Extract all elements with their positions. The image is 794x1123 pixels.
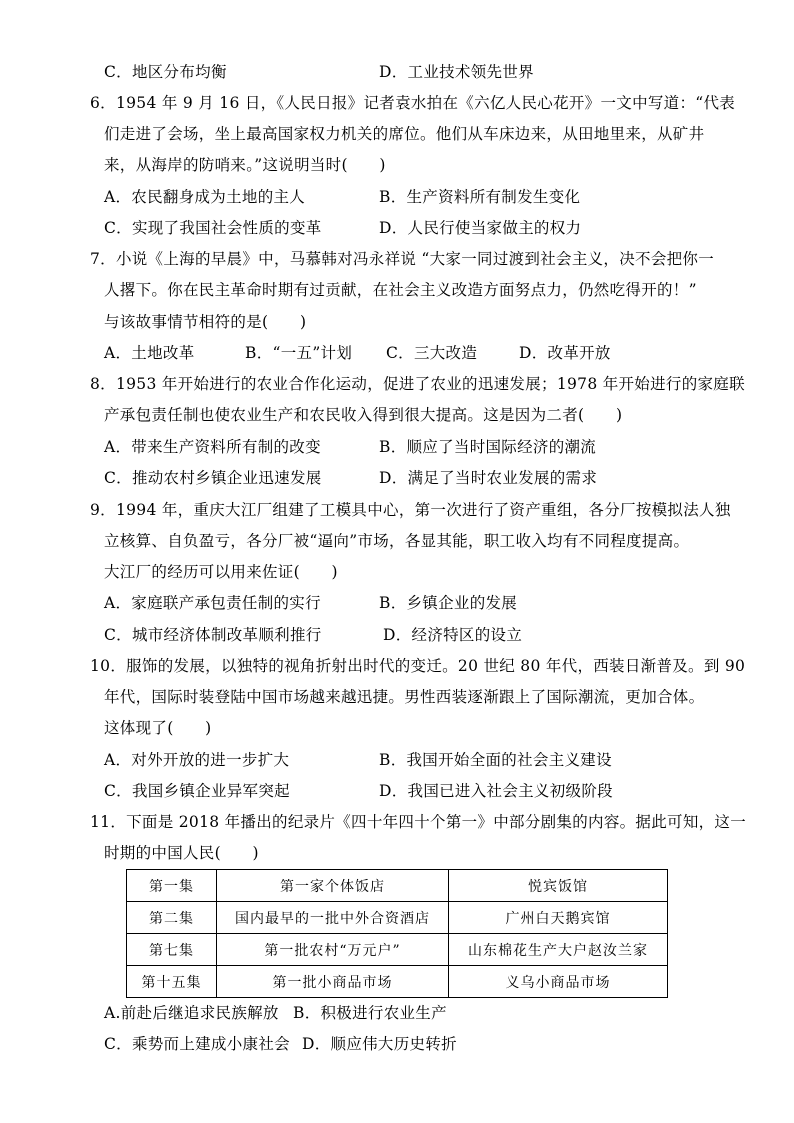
q5-option-d: D．工业技术领先世界 [379,63,534,81]
table-cell: 第二集 [127,902,217,934]
q6-option-b: B．生产资料所有制发生变化 [379,188,581,206]
q10-stem-line3: 这体现了( ) [104,719,212,737]
q9-option-d: D．经济特区的设立 [383,626,523,644]
q10-option-d: D．我国已进入社会主义初级阶段 [379,782,613,800]
q10-option-b: B．我国开始全面的社会主义建设 [379,751,612,769]
q7-option-a: A．土地改革 [104,344,195,362]
table-row [127,934,668,966]
q6-stem-line3: 来，从海岸的防哨来。”这说明当时( ) [104,156,386,174]
q6-option-a: A．农民翻身成为土地的主人 [104,188,306,206]
table-row [127,902,668,934]
table-cell: 第一家个体饭店 [217,870,449,902]
table-cell: 第七集 [127,934,217,966]
table-cell: 第一批农村“万元户” [217,934,449,966]
table-cell: 山东棉花生产大户赵汝兰家 [449,934,668,966]
q7-option-b: B．“一五”计划 [245,344,353,362]
q8-option-a: A．带来生产资料所有制的改变 [104,438,321,456]
table-cell: 义乌小商品市场 [449,966,668,998]
q9-option-a: A．家庭联产承包责任制的实行 [104,594,321,612]
q6-option-c: C．实现了我国社会性质的变革 [104,219,322,237]
q8-stem-line2: 产承包责任制也使农业生产和农民收入得到很大提高。这是因为二者( ) [104,406,623,424]
q8-option-b: B．顺应了当时国际经济的潮流 [379,438,597,456]
q7-option-c: C．三大改造 [386,344,478,362]
q9-option-b: B．乡镇企业的发展 [379,594,518,612]
q7-stem-line3: 与该故事情节相符的是( ) [104,313,307,331]
q8-option-c: C．推动农村乡镇企业迅速发展 [104,469,322,487]
table-cell: 广州白天鹅宾馆 [449,902,668,934]
table-row [127,966,668,998]
q11-option-c: C．乘势而上建成小康社会 [104,1035,290,1053]
table-cell: 第一集 [127,870,217,902]
q8-option-d: D．满足了当时农业发展的需求 [379,469,598,487]
q7-stem-line2: 人撂下。你在民主革命时期有过贡献，在社会主义改造方面努点力，仍然吃得开的！” [104,281,697,299]
q10-option-a: A．对外开放的进一步扩大 [104,751,290,769]
table-cell: 悦宾饭馆 [449,870,668,902]
q7-stem-line1: 7．小说《上海的早晨》中，马慕韩对冯永祥说 “大家一同过渡到社会主义，决不会把你一 [90,250,715,268]
table-cell: 国内最早的一批中外合资酒店 [217,902,449,934]
table-cell: 第一批小商品市场 [217,966,449,998]
q9-option-c: C．城市经济体制改革顺利推行 [104,626,322,644]
q11-stem-line1: 11．下面是 2018 年播出的纪录片《四十年四十个第一》中部分剧集的内容。据此可知，这一 [90,813,747,831]
q6-option-d: D．人民行使当家做主的权力 [379,219,582,237]
q6-stem-line2: 们走进了会场，坐上最高国家权力机关的席位。他们从车床边来，从田地里来，从矿井 [104,125,705,143]
table-cell: 第十五集 [127,966,217,998]
episode-table [126,869,668,998]
q9-stem-line3: 大江厂的经历可以用来佐证( ) [104,563,338,581]
table-row [127,870,668,902]
q10-stem-line2: 年代，国际时装登陆中国市场越来越迅捷。男性西装逐渐跟上了国际潮流，更加合体。 [104,688,705,706]
q5-option-c: C．地区分布均衡 [104,63,227,81]
q6-stem-line1: 6．1954 年 9 月 16 日，《人民日报》记者袁水拍在《六亿人民心花开》一文中写道：“代表 [90,94,736,112]
q8-stem-line1: 8．1953 年开始进行的农业合作化运动，促进了农业的迅速发展；1978 年开始进行的家庭联 [90,375,745,393]
q7-option-d: D．改革开放 [519,344,611,362]
q11-stem-line2: 时期的中国人民( ) [104,844,259,862]
q10-stem-line1: 10．服饰的发展，以独特的视角折射出时代的变迁。20 世纪 80 年代，西装日渐普及。到 90 [90,657,746,675]
q9-stem-line2: 立核算、自负盈亏，各分厂被“逼向”市场，各显其能，职工收入均有不同程度提高。 [104,532,690,550]
q10-option-c: C．我国乡镇企业异军突起 [104,782,290,800]
q11-option-a: A.前赴后继追求民族解放 [104,1004,279,1022]
q11-option-d: D．顺应伟大历史转折 [302,1035,457,1053]
q9-stem-line1: 9．1994 年，重庆大江厂组建了工模具中心，第一次进行了资产重组，各分厂按模拟法人独 [90,501,731,519]
q11-option-b: B．积极进行农业生产 [293,1004,447,1022]
